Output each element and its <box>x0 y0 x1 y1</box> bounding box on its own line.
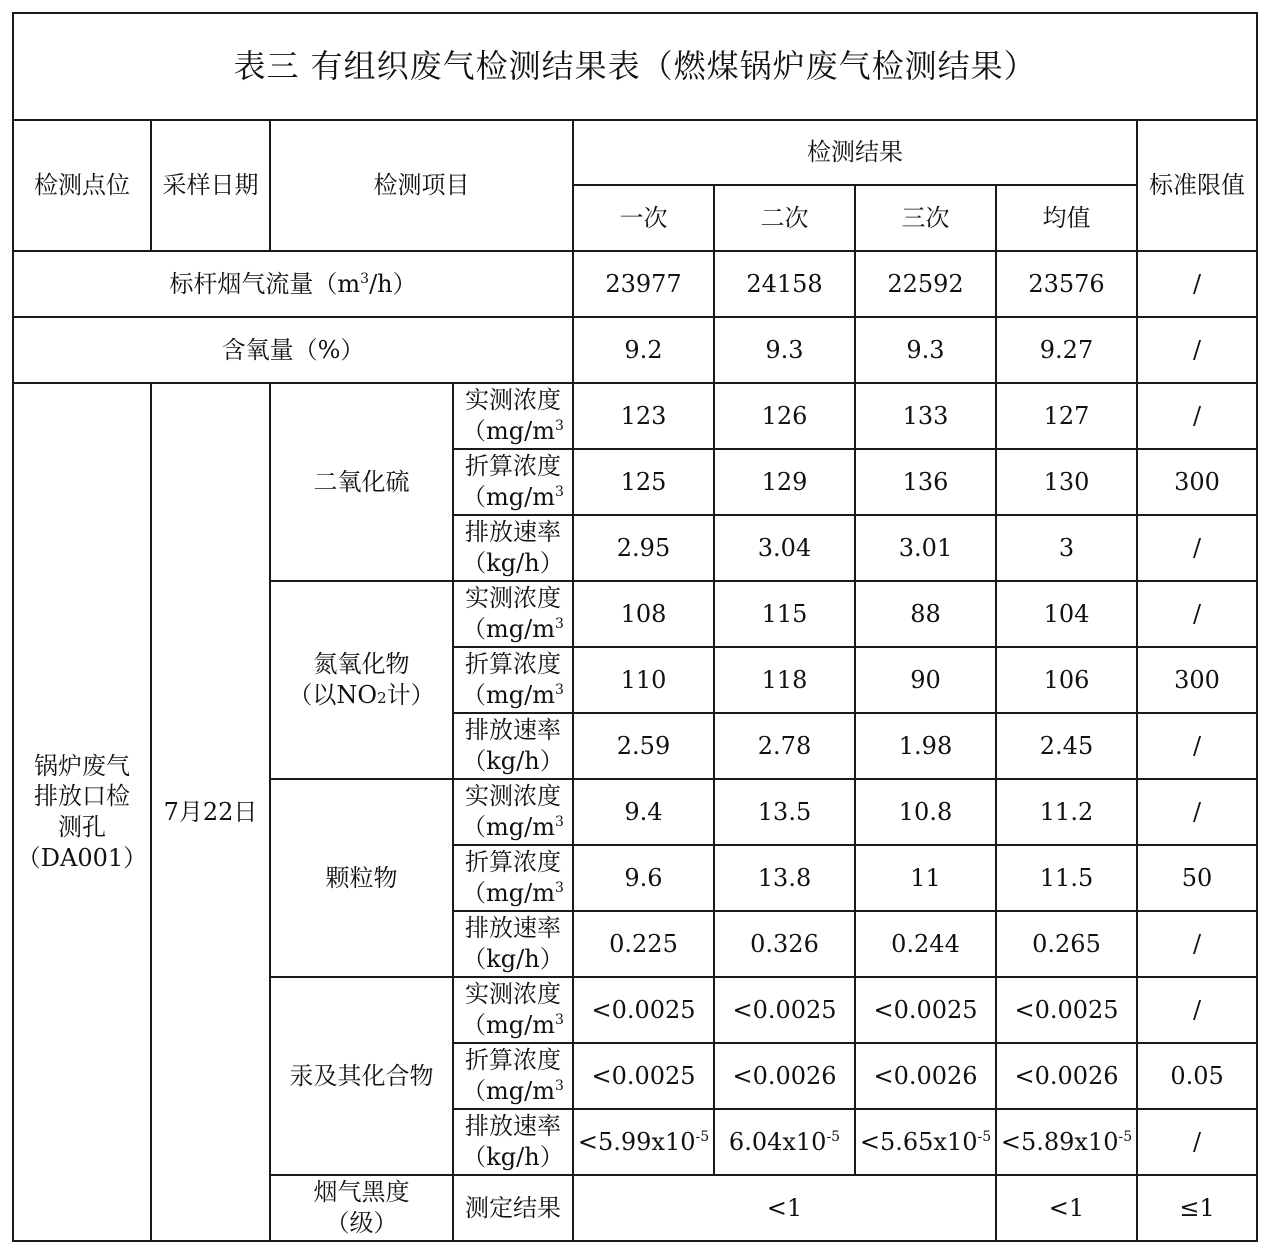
value-cell: 126 <box>714 383 855 449</box>
location-line: 测孔 <box>58 813 106 841</box>
standard-cell: / <box>1137 581 1257 647</box>
flow-value: 22592 <box>855 251 996 317</box>
value-cell: 11 <box>855 845 996 911</box>
report-sheet <box>12 12 1256 1246</box>
value-cell: 0.225 <box>573 911 714 977</box>
value-cell: 110 <box>573 647 714 713</box>
oxygen-value: 9.3 <box>714 317 855 383</box>
value-cell: 90 <box>855 647 996 713</box>
flow-label: 标杆烟气流量$(m^3/h)$ <box>13 251 573 317</box>
header-results: 检测结果 <box>573 120 1137 185</box>
metric-label: 折算浓度 （$mg/m^3$ <box>453 1043 573 1109</box>
location-cell <box>13 383 151 1241</box>
value-cell: 9.6 <box>573 845 714 911</box>
value-cell: <0.0026 <box>714 1043 855 1109</box>
standard-cell: / <box>1137 977 1257 1043</box>
metric-label: 排放速率 （kg/h） <box>453 911 573 977</box>
smoke-standard: ≤1 <box>1137 1175 1257 1241</box>
standard-cell: / <box>1137 515 1257 581</box>
pollutant-name: 烟气黑度 （级） <box>270 1175 453 1241</box>
value-cell: 133 <box>855 383 996 449</box>
value-cell: 123 <box>573 383 714 449</box>
sample-date: 7月22日 <box>151 383 270 1241</box>
value-cell: 3 <box>996 515 1137 581</box>
location-line: 锅炉废气 <box>34 751 130 780</box>
value-cell: 13.5 <box>714 779 855 845</box>
metric-label: 实测浓度 （$mg/m^3$ <box>453 581 573 647</box>
value-cell: 3.04 <box>714 515 855 581</box>
oxygen-label: 含氧量（%） <box>13 317 573 383</box>
metric-label: 折算浓度 （$mg/m^3$ <box>453 647 573 713</box>
value-cell: <0.0025 <box>573 977 714 1043</box>
value-cell: 2.95 <box>573 515 714 581</box>
flow-value: 23977 <box>573 251 714 317</box>
value-cell: 2.59 <box>573 713 714 779</box>
value-cell: 11.2 <box>996 779 1137 845</box>
smoke-mean: <1 <box>996 1175 1137 1241</box>
header-standard: 标准限值 <box>1137 120 1257 251</box>
value-cell: <0.0026 <box>996 1043 1137 1109</box>
header-run-3: 三次 <box>855 185 996 251</box>
pollutant-name: 二氧化硫 <box>270 383 453 581</box>
value-cell: <0.0026 <box>855 1043 996 1109</box>
value-cell: 88 <box>855 581 996 647</box>
value-cell: 130 <box>996 449 1137 515</box>
oxygen-value: 9.2 <box>573 317 714 383</box>
standard-cell: / <box>1137 1109 1257 1175</box>
results-table <box>12 12 1258 1242</box>
flow-standard: / <box>1137 251 1257 317</box>
metric-label: 折算浓度 （$mg/m^3$ <box>453 449 573 515</box>
metric-label: 折算浓度 （$mg/m^3$ <box>453 845 573 911</box>
value-cell: 9.4 <box>573 779 714 845</box>
value-cell: $<5.89x10^{-5}$ <box>996 1109 1137 1175</box>
standard-cell: / <box>1137 383 1257 449</box>
header-run-1: 一次 <box>573 185 714 251</box>
value-cell: $6.04x10^{-5}$ <box>714 1109 855 1175</box>
value-cell: <0.0025 <box>573 1043 714 1109</box>
metric-label: 测定结果 <box>453 1175 573 1241</box>
value-cell: 2.45 <box>996 713 1137 779</box>
value-cell: 136 <box>855 449 996 515</box>
standard-cell: 50 <box>1137 845 1257 911</box>
table-title: 表三 有组织废气检测结果表（燃煤锅炉废气检测结果） <box>13 13 1257 120</box>
value-cell: 0.244 <box>855 911 996 977</box>
standard-cell: / <box>1137 713 1257 779</box>
flow-value: 24158 <box>714 251 855 317</box>
metric-label: 排放速率 （kg/h） <box>453 515 573 581</box>
value-cell: 1.98 <box>855 713 996 779</box>
standard-cell: 0.05 <box>1137 1043 1257 1109</box>
value-cell: 125 <box>573 449 714 515</box>
value-cell: 2.78 <box>714 713 855 779</box>
metric-label: 实测浓度 （$mg/m^3$ <box>453 779 573 845</box>
standard-cell: 300 <box>1137 647 1257 713</box>
smoke-result: <1 <box>573 1175 996 1241</box>
value-cell: 10.8 <box>855 779 996 845</box>
value-cell: 129 <box>714 449 855 515</box>
value-cell: 118 <box>714 647 855 713</box>
metric-label: 实测浓度 （$mg/m^3$ <box>453 383 573 449</box>
value-cell: 11.5 <box>996 845 1137 911</box>
value-cell: <0.0025 <box>996 977 1137 1043</box>
value-cell: 106 <box>996 647 1137 713</box>
metric-label: 排放速率 （kg/h） <box>453 1109 573 1175</box>
value-cell: $<5.65x10^{-5}$ <box>855 1109 996 1175</box>
value-cell: 127 <box>996 383 1137 449</box>
value-cell: 0.265 <box>996 911 1137 977</box>
pollutant-name: 颗粒物 <box>270 779 453 977</box>
value-cell: 104 <box>996 581 1137 647</box>
value-cell: 108 <box>573 581 714 647</box>
standard-cell: / <box>1137 779 1257 845</box>
value-cell: 0.326 <box>714 911 855 977</box>
flow-value: 23576 <box>996 251 1137 317</box>
header-item: 检测项目 <box>270 120 573 251</box>
location-line: 排放口检 <box>34 782 130 811</box>
header-location: 检测点位 <box>13 120 151 251</box>
pollutant-name: 氮氧化物 （以NO2计） <box>270 581 453 779</box>
metric-label: 实测浓度 （$mg/m^3$ <box>453 977 573 1043</box>
value-cell: 13.8 <box>714 845 855 911</box>
header-run-mean: 均值 <box>996 185 1137 251</box>
value-cell: $<5.99x10^{-5}$ <box>573 1109 714 1175</box>
oxygen-standard: / <box>1137 317 1257 383</box>
location-line: （DA001） <box>16 843 148 872</box>
oxygen-value: 9.27 <box>996 317 1137 383</box>
oxygen-value: 9.3 <box>855 317 996 383</box>
value-cell: <0.0025 <box>714 977 855 1043</box>
metric-label: 排放速率 （kg/h） <box>453 713 573 779</box>
value-cell: 115 <box>714 581 855 647</box>
pollutant-name: 汞及其化合物 <box>270 977 453 1175</box>
value-cell: 3.01 <box>855 515 996 581</box>
header-date: 采样日期 <box>151 120 270 251</box>
standard-cell: / <box>1137 911 1257 977</box>
header-run-2: 二次 <box>714 185 855 251</box>
standard-cell: 300 <box>1137 449 1257 515</box>
value-cell: <0.0025 <box>855 977 996 1043</box>
